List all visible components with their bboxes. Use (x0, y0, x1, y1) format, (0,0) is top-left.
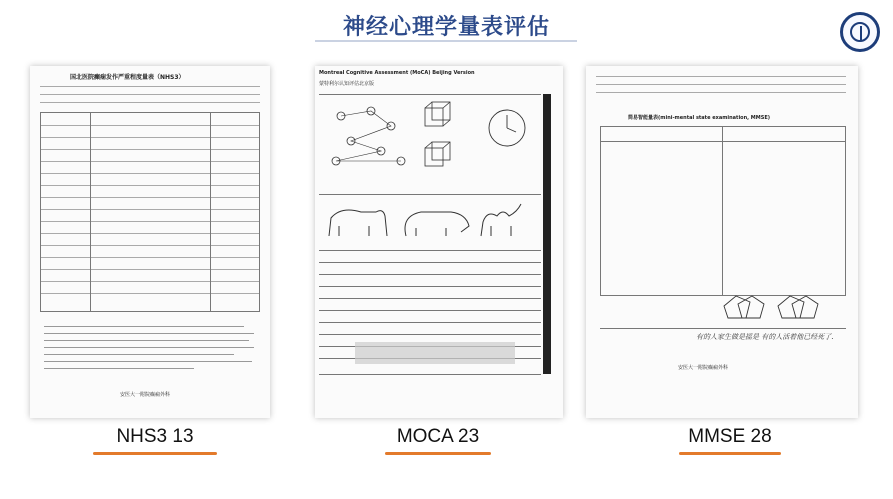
mmse-handwritten-note: 有的人家生做是摇是 有的人活着他已经死了. (696, 333, 834, 341)
moca-subheading: 蒙特利尔认知评估北京版 (319, 81, 375, 87)
university-logo (840, 12, 880, 52)
mmse-form-scan (586, 66, 858, 418)
nhs3-table-row-line (41, 137, 259, 138)
moca-form-scan (315, 66, 563, 418)
nhs3-table-row-line (41, 149, 259, 150)
moca-cube-drawing (420, 100, 460, 180)
nhs3-footer: 安医大一附院癫痫外科 (120, 392, 171, 398)
nhs3-notes (44, 324, 256, 380)
nhs3-table-row-line (41, 269, 259, 270)
mmse-score-table (600, 126, 846, 296)
nhs3-score-caption: NHS3 13 (116, 426, 194, 447)
moca-caption-underline (385, 452, 491, 455)
nhs3-heading: 国北医院癫痫发作严重程度量表（NHS3） (70, 74, 185, 81)
moca-trail-making-drawing (321, 96, 421, 176)
nhs3-table-row-line (41, 221, 259, 222)
nhs3-form-scan (30, 66, 270, 418)
nhs3-table-row-line (41, 293, 259, 294)
nhs3-table-row-line (41, 281, 259, 282)
moca-animal-naming-drawing (321, 198, 541, 246)
moca-heading: Montreal Cognitive Assessment (MoCA) Beijing Version (319, 70, 475, 76)
moca-clock-drawing (485, 106, 529, 150)
nhs3-table-row-line (41, 245, 259, 246)
slide-title: 神经心理学量表评估 (342, 15, 550, 40)
nhs3-table-row-line (41, 173, 259, 174)
nhs3-table-row-line (41, 233, 259, 234)
moca-score-caption: MOCA 23 (396, 426, 480, 447)
mmse-heading: 简易智能量表(mini-mental state examination, MMSE) (628, 115, 771, 121)
nhs3-table-row-line (41, 161, 259, 162)
nhs3-score-table (40, 112, 260, 312)
nhs3-table-row-line (41, 209, 259, 210)
nhs3-table-row-line (41, 257, 259, 258)
mmse-footer: 安医大一附院癫痫外科 (678, 365, 729, 371)
mmse-score-caption: MMSE 28 (688, 426, 772, 447)
nhs3-table-row-line (41, 125, 259, 126)
nhs3-table-row-line (41, 197, 259, 198)
mmse-caption-underline (679, 452, 781, 455)
logo-emblem (860, 26, 862, 40)
nhs3-caption-underline (93, 452, 217, 455)
mmse-pentagons-drawing (716, 292, 836, 326)
moca-redacted-box (355, 342, 515, 364)
nhs3-table-row-line (41, 185, 259, 186)
title-underline (315, 40, 577, 42)
